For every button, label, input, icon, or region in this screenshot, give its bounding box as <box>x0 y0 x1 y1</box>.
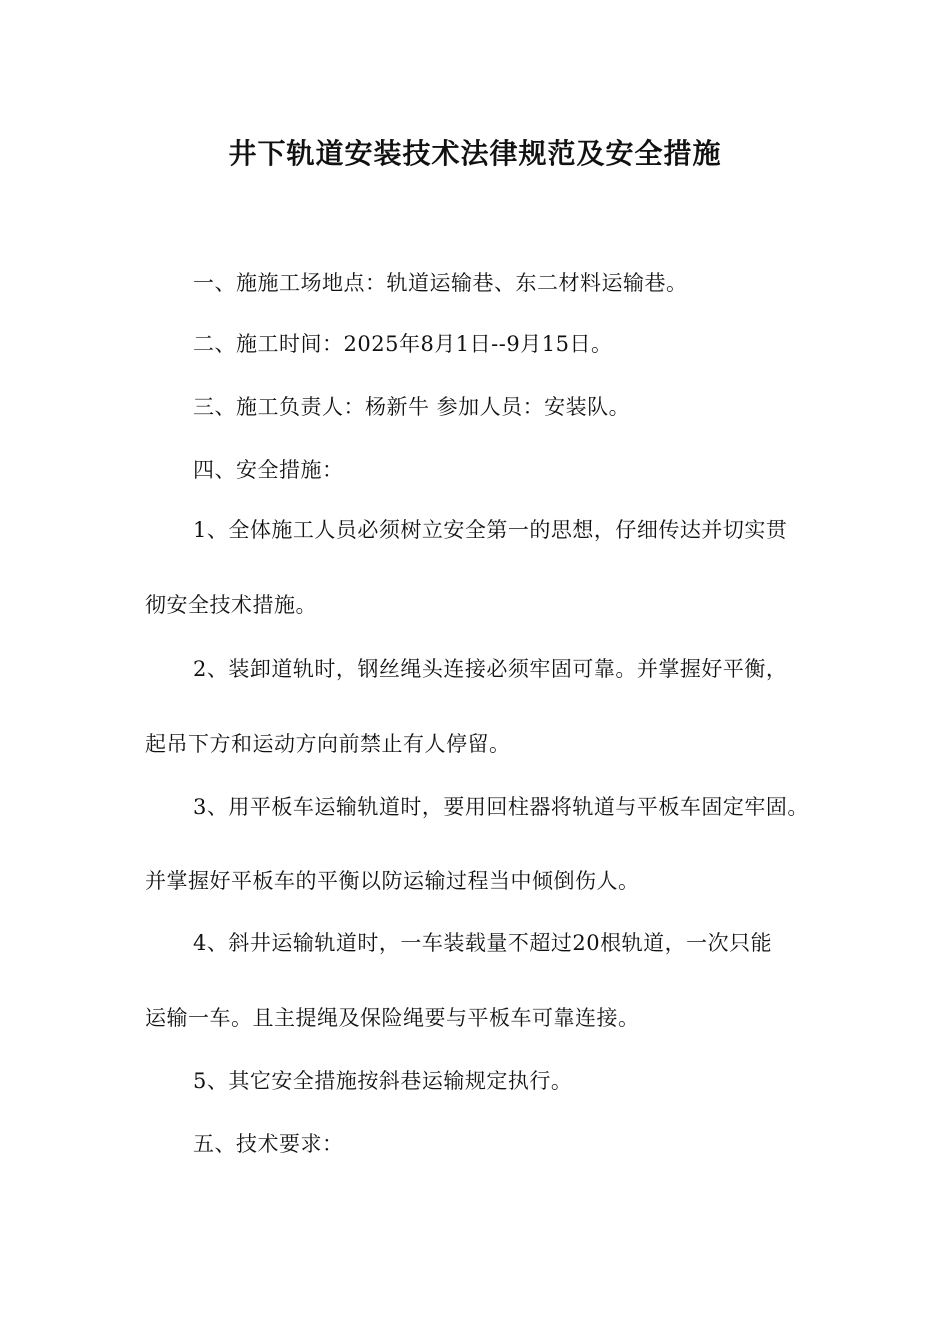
measure-4-line-2: 运输一车。且主提绳及保险绳要与平板车可靠连接。 <box>145 1006 640 1030</box>
section-2-time: 二、施工时间：2025年8月1日--9月15日。 <box>193 332 613 356</box>
section-5-heading: 五、技术要求： <box>193 1132 344 1156</box>
measure-4-line-1: 4、斜井运输轨道时，一车装载量不超过20根轨道，一次只能 <box>193 931 773 955</box>
measure-2-line-1: 2、装卸道轨时，钢丝绳头连接必须牢固可靠。并掌握好平衡， <box>193 657 788 681</box>
document-title: 井下轨道安装技术法律规范及安全措施 <box>228 137 722 170</box>
section-4-heading: 四、安全措施： <box>193 458 344 482</box>
measure-3-line-1: 3、用平板车运输轨道时，要用回柱器将轨道与平板车固定牢固。 <box>193 795 809 819</box>
measure-1-line-1: 1、全体施工人员必须树立安全第一的思想，仔细传达并切实贯 <box>193 518 788 542</box>
section-3-personnel: 三、施工负责人：杨新牛 参加人员：安装队。 <box>193 395 631 419</box>
section-1-site: 一、施施工场地点：轨道运输巷、东二材料运输巷。 <box>193 271 688 295</box>
measure-5: 5、其它安全措施按斜巷运输规定执行。 <box>193 1069 573 1093</box>
measure-3-line-2: 并掌握好平板车的平衡以防运输过程当中倾倒伤人。 <box>145 869 640 893</box>
measure-2-line-2: 起吊下方和运动方向前禁止有人停留。 <box>145 732 511 756</box>
measure-1-line-2: 彻安全技术措施。 <box>145 593 317 617</box>
